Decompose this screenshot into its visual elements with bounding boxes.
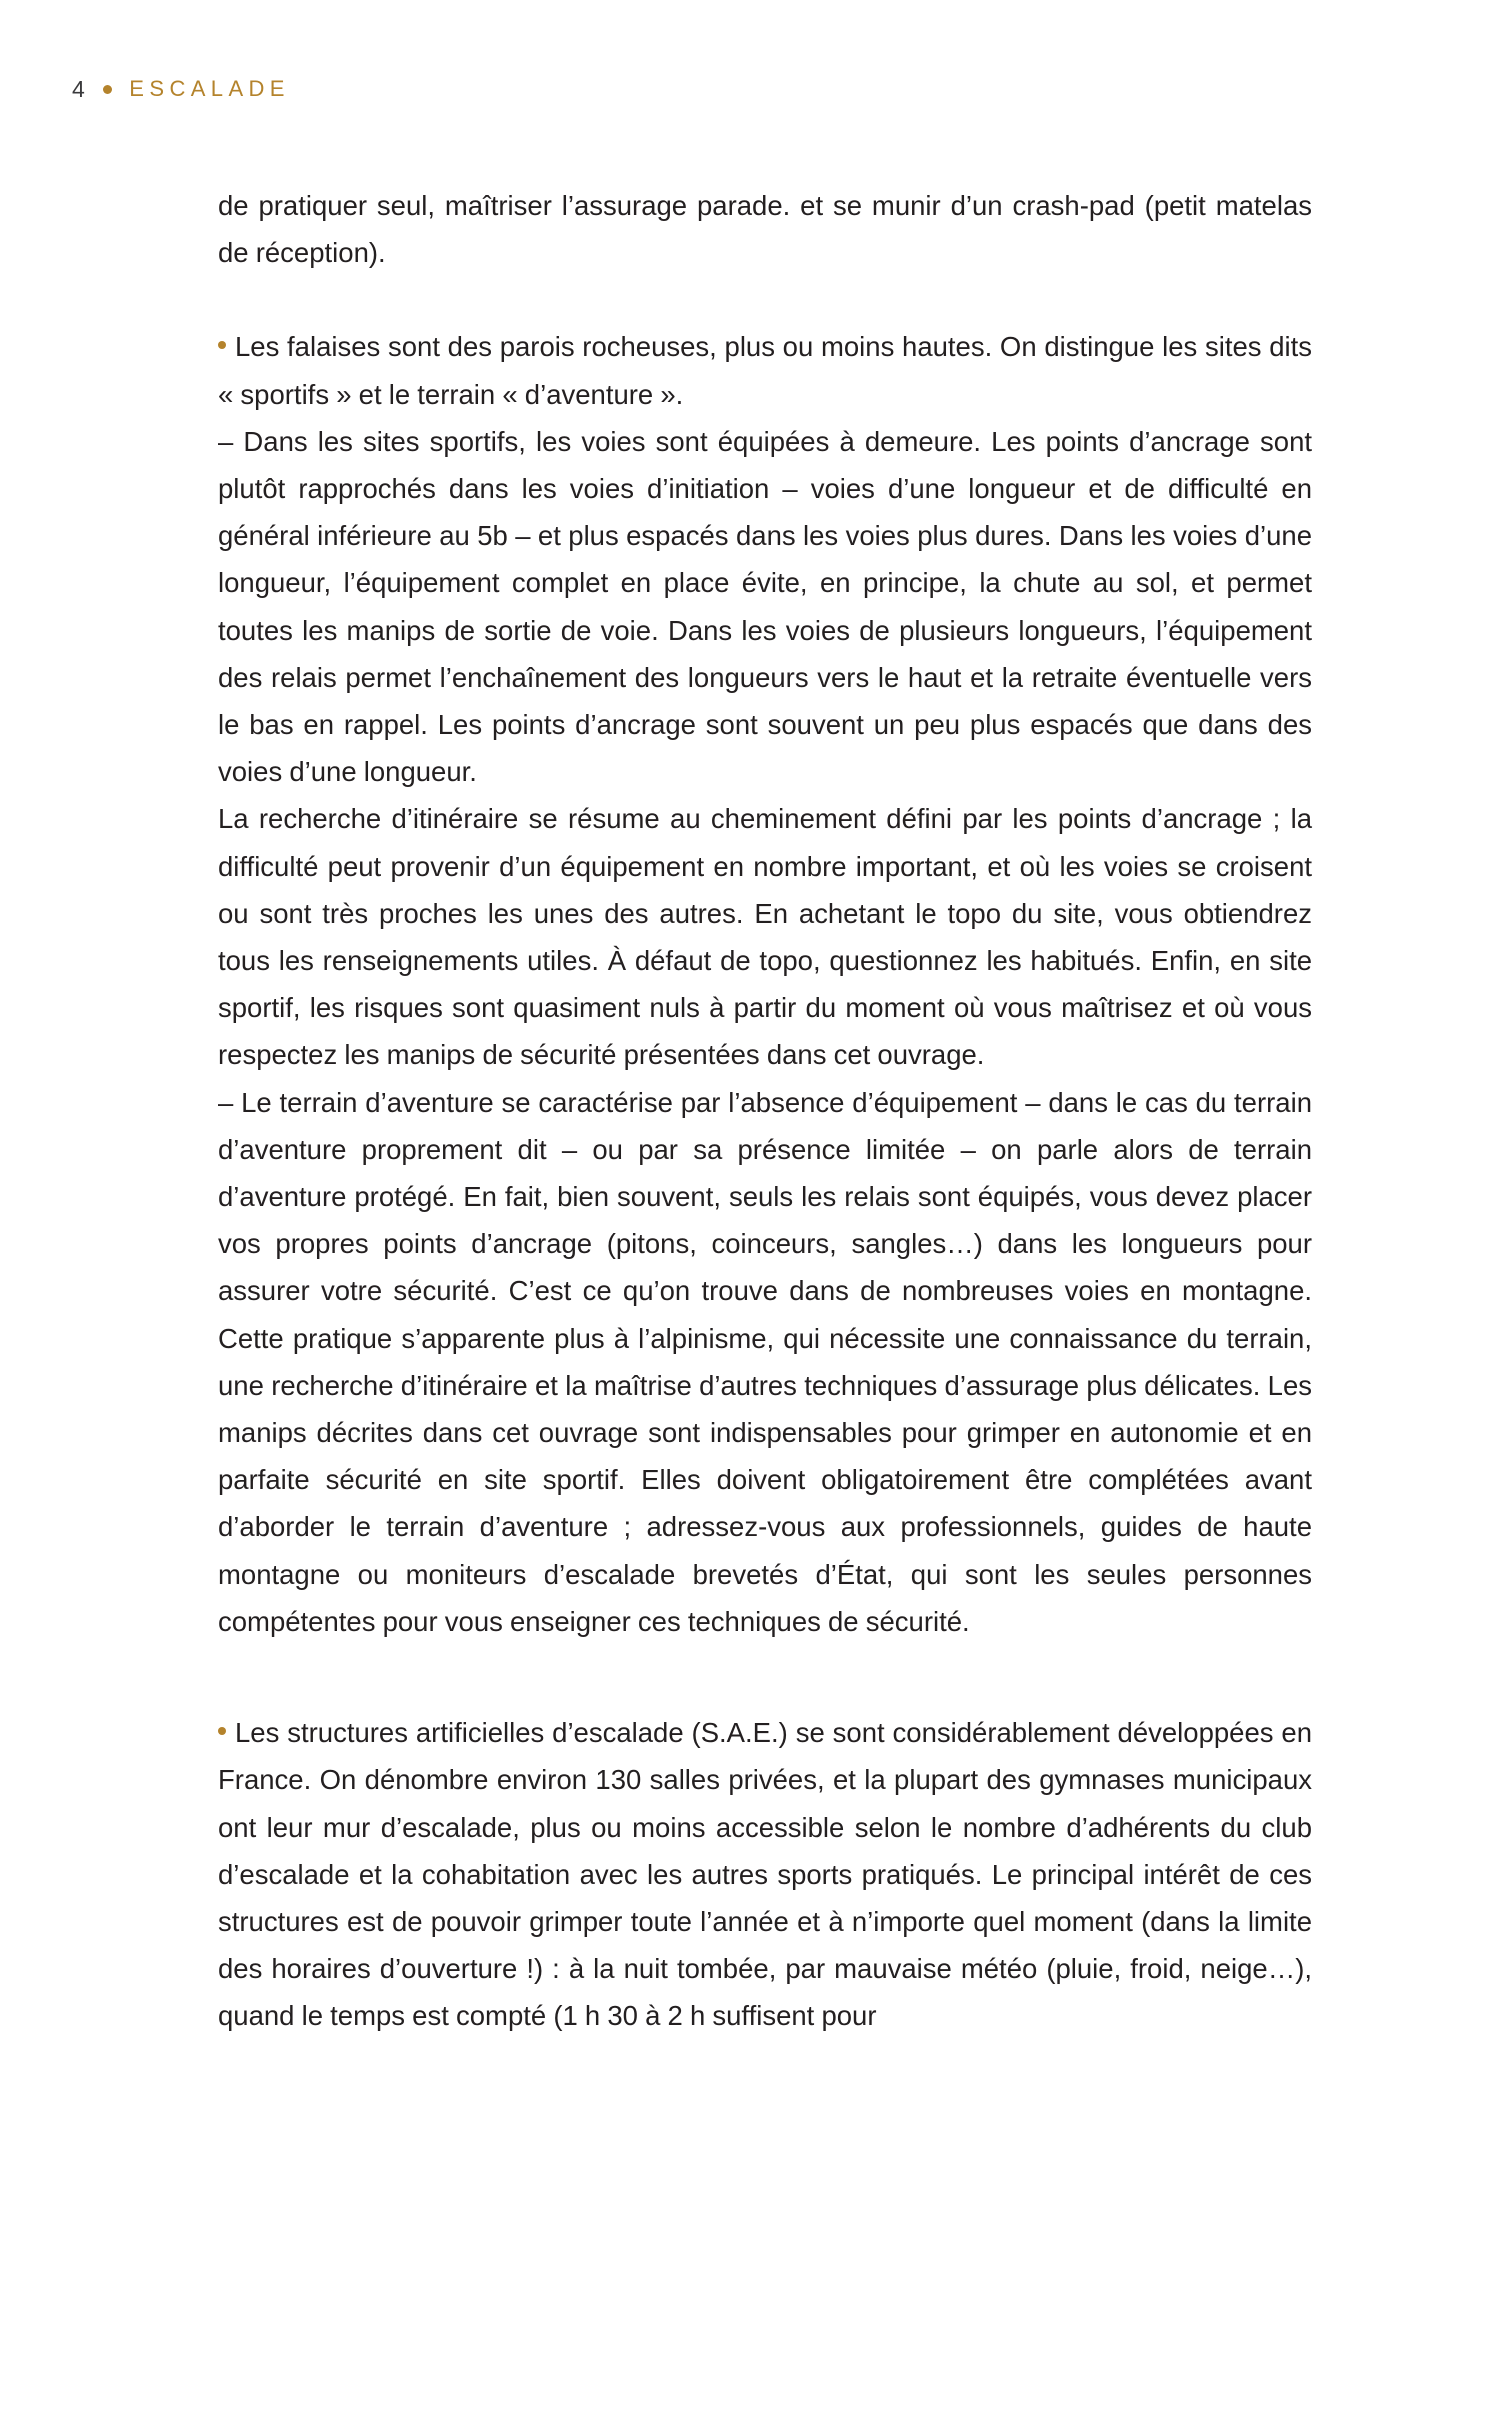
header-bullet-icon <box>103 85 112 94</box>
bullet-dot-icon <box>218 1727 226 1735</box>
paragraph-spacer <box>218 276 1312 323</box>
paragraph-terrain-aventure: – Le terrain d’aventure se caractérise par l’absence d’équipement – dans le cas du terrain d’aventure proprement dit – ou par sa présence limitée – on parle alors de terrain d’aventure protégé. En fait, bien souvent, seuls les relais sont équipés, vous devez placer vos propres points d’ancrage (pitons, coinceurs, sangles…) dans les longueurs pour assurer votre sécurité. C’est ce qu’on trouve dans de nombreuses voies en montagne. Cette pratique s’apparente plus à l’alpinisme, qui nécessite une connaissance du terrain, une recherche d’itinéraire et la maîtrise d’autres techniques d’assurage plus délicates. Les manips décrites dans cet ouvrage sont indispensables pour grimper en autonomie et en parfaite sécurité en site sportif. Elles doivent obligatoirement être complétées avant d’aborder le terrain d’aventure ; adressez-vous aux professionnels, guides de haute montagne ou moniteurs d’escalade brevetés d’État, qui sont les seules personnes compétentes pour vous enseigner ces techniques de sécurité. <box>218 1086 1312 1637</box>
paragraph-intro: de pratiquer seul, maîtriser l’assurage parade. et se munir d’un crash-pad (petit matelas de réception). <box>218 190 1312 269</box>
paragraph-spacer <box>218 1645 1312 1709</box>
body-text-column <box>218 182 1312 2040</box>
bullet-dot-icon <box>218 341 226 349</box>
paragraph-falaises <box>218 323 1312 417</box>
paragraph-recherche-itineraire: La recherche d’itinéraire se résume au cheminement défini par les points d’ancrage ; la difficulté peut provenir d’un équipement en nombre important, et où les voies se croisent ou sont très proches les unes des autres. En achetant le topo du site, vous obtiendrez tous les renseignements utiles. À défaut de topo, questionnez les habitués. Enfin, en site sportif, les risques sont quasiment nuls à partir du moment où vous maîtrisez et où vous respectez les manips de sécurité présentées dans cet ouvrage. <box>218 803 1312 1071</box>
paragraph-sae-text: Les structures artificielles d’escalade (S.A.E.) se sont considérablement développées en France. On dénombre environ 130 salles privées, et la plupart des gymnases municipaux ont leur mur d’escalade, plus ou moins accessible selon le nombre d’adhérents du club d’escalade et la cohabitation avec les autres sports pratiqués. Le principal intérêt de ces structures est de pouvoir grimper toute l’année et à n’importe quel moment (dans la limite des horaires d’ouverture !) : à la nuit tombée, par mauvaise météo (pluie, froid, neige…), quand le temps est compté (1 h 30 à 2 h suffisent pour <box>218 1717 1312 2032</box>
paragraph-sae <box>218 1709 1312 2039</box>
paragraph-falaises-text: Les falaises sont des parois rocheuses, plus ou moins hautes. On distingue les sites dits « sportifs » et le terrain « d’aventure ». <box>218 331 1312 410</box>
page-number: 4 <box>72 75 86 102</box>
book-title: ESCALADE <box>129 76 290 101</box>
running-header <box>72 72 290 106</box>
paragraph-sites-sportifs: – Dans les sites sportifs, les voies sont équipées à demeure. Les points d’ancrage sont plutôt rapprochés dans les voies d’initiation – voies d’une longueur et de difficulté en général inférieure au 5b – et plus espacés dans les voies plus dures. Dans les voies d’une longueur, l’équipement complet en place évite, en principe, la chute au sol, et permet toutes les manips de sortie de voie. Dans les voies de plusieurs longueurs, l’équipement des relais permet l’enchaînement des longueurs vers le haut et la retraite éventuelle vers le bas en rappel. Les points d’ancrage sont souvent un peu plus espacés que dans des voies d’une longueur. <box>218 425 1312 788</box>
